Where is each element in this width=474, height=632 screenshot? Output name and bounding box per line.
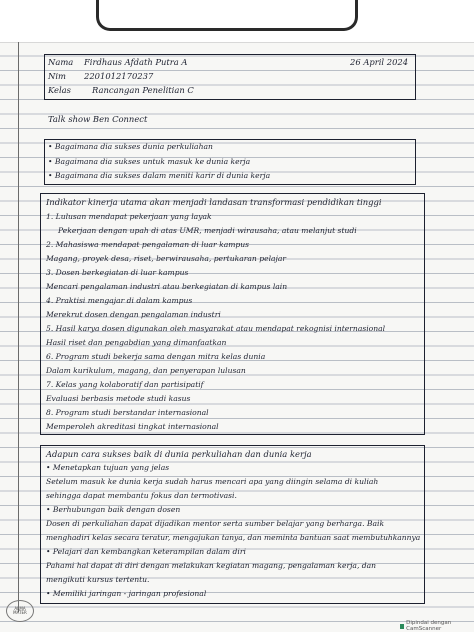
section1-box (40, 193, 425, 435)
binder-ring-icon (96, 0, 358, 31)
section2-box (40, 445, 425, 604)
section2-line-8: Pahami hal dapat di diri dengan melakukan kegiatan magang, pengalaman kerja, dan (46, 561, 377, 570)
kelas-label: Kelas (48, 85, 71, 95)
margin-rule (18, 42, 19, 612)
section1-line-1: 1. Lulusan mendapat pekerjaan yang layak (46, 212, 212, 221)
section1-line-11: 6. Program studi bekerja sama dengan mitra kelas dunia (46, 352, 266, 361)
header-box (44, 54, 416, 100)
section2-line-3: sehingga dapat membantu fokus dan termotivasi. (46, 491, 237, 500)
section1-line-7: 4. Praktisi mengajar di dalam kampus (46, 296, 193, 305)
alma-mater-logo: ALMA MATER (6, 600, 34, 622)
nama-label: Nama (48, 57, 74, 67)
section2-line-2: Setelum masuk ke dunia kerja sudah harus mencari apa yang diingin selama di kuliah (46, 477, 379, 486)
camscanner-watermark: Dipindai dengan CamScanner (400, 620, 474, 632)
topic: Talk show Ben Connect (48, 114, 148, 124)
question-3: • Bagaimana dia sukses dalam meniti karir di dunia kerja (48, 171, 271, 180)
nim-label: Nim (48, 71, 66, 81)
section1-line-3: 2. Mahasiswa mendapat pengalaman di luar kampus (46, 240, 250, 249)
section1-line-12: Dalam kurikulum, magang, dan penyerapan lulusan (46, 366, 246, 375)
section1-line-6: Mencari pengalaman industri atau berkegiatan di kampus lain (46, 282, 288, 291)
section1-line-13: 7. Kelas yang kolaboratif dan partisipatif (46, 380, 204, 389)
section1-line-5: 3. Dosen berkegiatan di luar kampus (46, 268, 189, 277)
section1-line-15: 8. Program studi berstandar internasional (46, 408, 209, 417)
camscanner-icon (400, 624, 404, 629)
section2-line-7: • Pelajari dan kembangkan keterampilan dalam diri (46, 547, 246, 556)
section1-title: Indikator kinerja utama akan menjadi landasan transformasi pendidikan tinggi (46, 197, 382, 207)
question-1: • Bagaimana dia sukses dunia perkuliahan (48, 142, 213, 151)
section2-line-4: • Berhubungan baik dengan dosen (46, 505, 181, 514)
section1-line-8: Merekrut dosen dengan pengalaman industri (46, 310, 221, 319)
question-2: • Bagaimana dia sukses untuk masuk ke dunia kerja (48, 157, 251, 166)
section2-title: Adapun cara sukses baik di dunia perkuliahan dan dunia kerja (46, 449, 312, 459)
section1-line-10: Hasil riset dan pengabdian yang dimanfaatkan (46, 338, 227, 347)
section2-line-10: • Memiliki jaringan - jaringan profesional (46, 589, 207, 598)
nama-value: Firdhaus Afdath Putra A (84, 57, 188, 67)
kelas-value: Rancangan Penelitian C (92, 85, 194, 95)
section2-line-1: • Menetapkan tujuan yang jelas (46, 463, 170, 472)
section2-line-6: menghadiri kelas secara teratur, mengajukan tanya, dan meminta bantuan saat membutuhkannya (46, 533, 421, 542)
section1-line-4: Magang, proyek desa, riset, berwirausaha, pertukaran pelajar (46, 254, 287, 263)
section2-line-5: Dosen di perkuliahan dapat dijadikan mentor serta sumber belajar yang berharga. Baik (46, 519, 385, 528)
section1-line-16: Memperoleh akreditasi tingkat internasional (46, 422, 219, 431)
section1-line-9: 5. Hasil karya dosen digunakan oleh masyarakat atau mendapat rekognisi internasional (46, 324, 386, 333)
questions-box (44, 139, 416, 185)
section1-line-14: Evaluasi berbasis metode studi kasus (46, 394, 191, 403)
section2-line-9: mengikuti kursus tertentu. (46, 575, 150, 584)
spiral-binding (0, 0, 474, 43)
section1-line-2: Pekerjaan dengan upah di atas UMR, menjadi wirausaha, atau melanjut studi (58, 226, 357, 235)
date: 26 April 2024 (350, 57, 409, 67)
nim-value: 2201012170237 (84, 71, 154, 81)
